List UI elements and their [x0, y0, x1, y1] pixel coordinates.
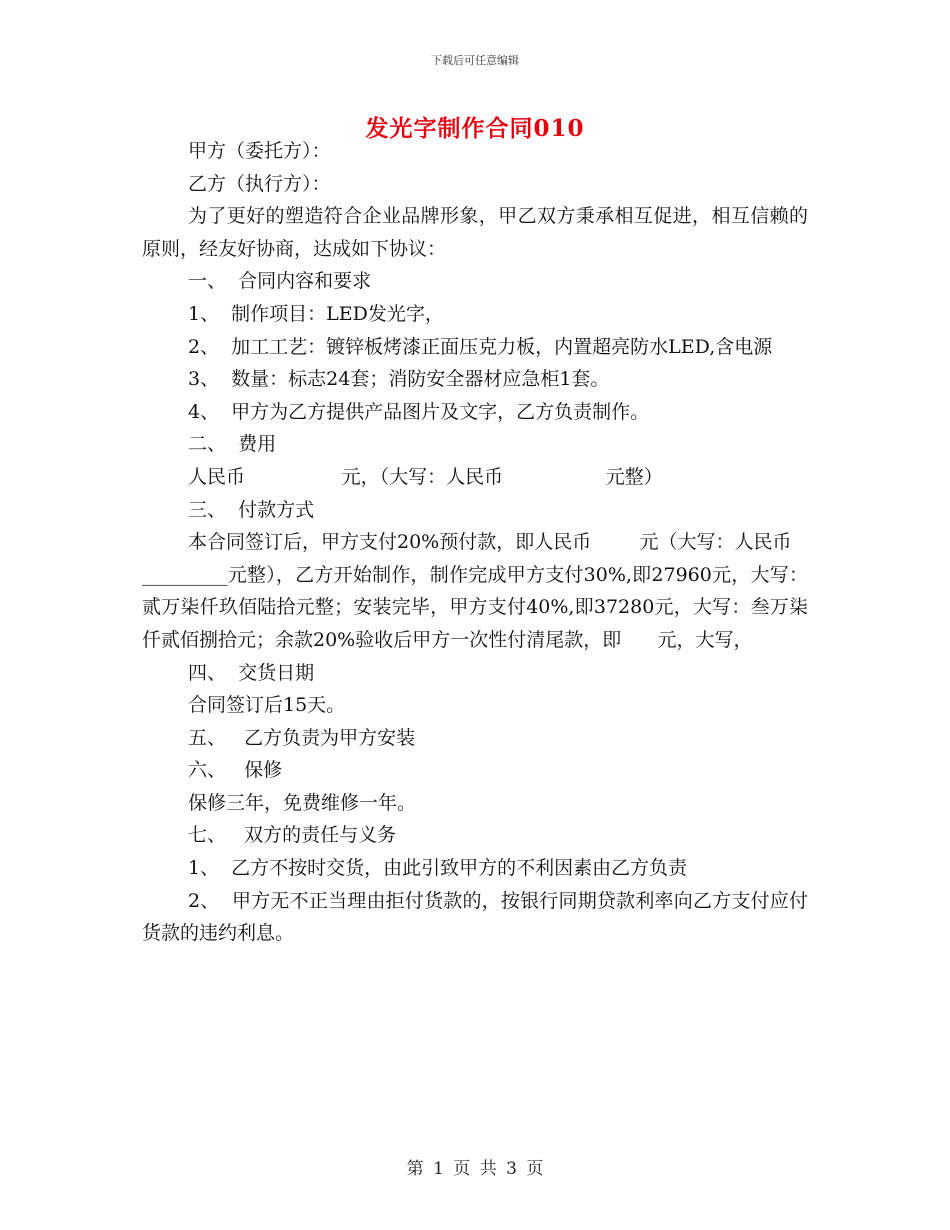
section-heading-payment: 三、 付款方式: [188, 498, 315, 521]
clause-item-1: 1、 制作项目：LED发光字，: [188, 302, 444, 325]
document-title: 发光字制作合同010: [365, 115, 585, 142]
section-heading-delivery: 四、 交货日期: [188, 661, 315, 684]
preamble-paragraph: 为了更好的塑造符合企业品牌形象，甲乙双方秉承相互促进，相互信赖的原则，经友好协商，达成如下协议：: [142, 205, 808, 260]
section-heading-responsibilities: 七、 双方的责任与义务: [188, 824, 397, 847]
responsibility-item-1: 1、 乙方不按时交货，由此引致甲方的不利因素由乙方负责: [188, 857, 688, 880]
delivery-term: 合同签订后15天。: [188, 694, 346, 717]
payment-paragraph-1: 本合同签订后，甲方支付20%预付款，即人民币 元（大写：人民币: [188, 531, 792, 554]
page-number-footer: 第 1 页 共 3 页: [406, 1159, 544, 1179]
section-heading-content: 一、 合同内容和要求: [188, 270, 372, 293]
responsibility-item-2: 2、 甲方无不正当理由拒付货款的，按银行同期贷款利率向乙方支付应付货款的违约利息。: [142, 889, 808, 945]
party-a-line: 甲方（委托方）：: [188, 140, 331, 162]
party-b-line: 乙方（执行方）：: [188, 172, 331, 195]
section-heading-fee: 二、 费用: [188, 433, 277, 456]
section-heading-installation: 五、 乙方负责为甲方安装: [188, 726, 416, 749]
clause-item-4: 4、 甲方为乙方提供产品图片及文字，乙方负责制作。: [188, 400, 650, 423]
clause-item-2: 2、 加工工艺：镀锌板烤漆正面压克力板，内置超亮防水LED,含电源: [188, 335, 773, 358]
page-header-note: 下载后可任意编辑: [431, 54, 519, 67]
warranty-term: 保修三年，免费维修一年。: [188, 791, 417, 814]
contract-body: [142, 135, 808, 950]
fee-amount-line: 人民币 元，（大写：人民币 元整）: [188, 465, 663, 488]
payment-paragraph-2: _________元整），乙方开始制作，制作完成甲方支付30%,即27960元，大写：贰万柒仟玖佰陆拾元整；安装完毕，甲方支付40%,即37280元，大写：叁万柒仟贰佰捌拾元；余款20%验收后甲方一次性付清尾款，即 元，大写，: [142, 563, 808, 651]
section-heading-warranty: 六、 保修: [188, 759, 283, 782]
clause-item-3: 3、 数量：标志24套；消防安全器材应急柜1套。: [188, 368, 610, 391]
